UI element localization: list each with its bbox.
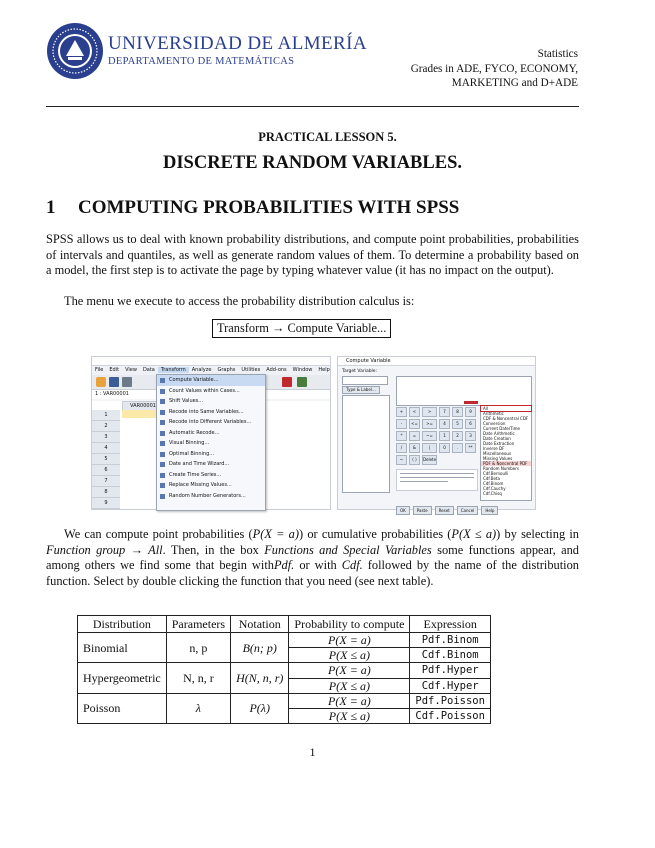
menu-item-label: Replace Missing Values... bbox=[169, 482, 232, 488]
point-probability-formula: P(X = a) bbox=[252, 527, 299, 541]
menubar-item[interactable]: Data bbox=[142, 367, 155, 373]
compute-variable-dialog-screenshot bbox=[337, 356, 536, 513]
functions-box-name: Functions and Special Variables bbox=[264, 542, 432, 557]
function-list-item[interactable]: CDF & Noncentral CDF bbox=[483, 416, 529, 421]
menubar-item[interactable]: Edit bbox=[109, 367, 120, 373]
expression-cell: Cdf.Binom bbox=[410, 648, 491, 663]
menubar-item[interactable]: Add-ons bbox=[266, 367, 287, 373]
menubar-item[interactable]: Utilities bbox=[241, 367, 261, 373]
type-label-button[interactable]: Type & Label... bbox=[342, 386, 380, 394]
keypad-button[interactable]: ~= bbox=[422, 431, 437, 441]
function-group-path: Function group → All bbox=[46, 542, 163, 557]
functions-paragraph bbox=[46, 527, 579, 589]
keypad-button[interactable]: / bbox=[396, 443, 407, 453]
keypad-button[interactable]: ( ) bbox=[409, 455, 420, 465]
menu-item[interactable] bbox=[157, 470, 265, 481]
dialog-button[interactable]: OK bbox=[396, 506, 410, 515]
degrees-line-1: Grades in ADE, FYCO, ECONOMY, bbox=[410, 62, 578, 75]
menu-item-label: Random Number Generators... bbox=[169, 492, 246, 499]
menubar-item[interactable]: File bbox=[95, 367, 104, 373]
section-title: COMPUTING PROBABILITIES WITH SPSS bbox=[78, 197, 460, 218]
menu-item[interactable] bbox=[157, 449, 265, 460]
keypad-button[interactable]: - bbox=[396, 419, 407, 429]
keypad-button[interactable]: = bbox=[409, 431, 420, 441]
cell-reference: 1 : VAR00001 bbox=[92, 390, 330, 399]
keypad-button[interactable]: & bbox=[409, 443, 420, 453]
menu-item-icon bbox=[160, 473, 165, 478]
university-seal-logo bbox=[46, 22, 104, 80]
keypad-button[interactable]: 9 bbox=[465, 407, 476, 417]
menu-item-label: Recode into Different Variables... bbox=[169, 419, 252, 425]
keypad-button[interactable]: + bbox=[396, 407, 407, 417]
section-number: 1 bbox=[46, 197, 56, 218]
keypad-button[interactable]: 3 bbox=[465, 431, 476, 441]
menu-item-label: Visual Binning... bbox=[169, 440, 210, 446]
table-row bbox=[78, 693, 491, 708]
cdf-prefix: Cdf. bbox=[341, 558, 363, 572]
intro-paragraph: SPSS allows us to deal with known probability distributions, and compute point probabilities, probabilities of intervals and quantiles, as well as generate random values of them. To determine a probability based on a model, the first step is to activate the page by typing whatever value (it has no impact on the output). bbox=[46, 232, 579, 277]
expression-cell: Pdf.Poisson bbox=[410, 693, 491, 708]
degrees-line-2: MARKETING and D+ADE bbox=[451, 77, 578, 89]
probability-cell: P(X ≤ a) bbox=[289, 678, 410, 693]
column-header-probability: Probability to compute bbox=[289, 616, 410, 633]
menu-item[interactable] bbox=[157, 396, 265, 407]
keypad-button[interactable]: * bbox=[396, 431, 407, 441]
function-list-item[interactable]: Miscellaneous bbox=[483, 451, 512, 456]
dialog-title: Compute Variable bbox=[338, 357, 535, 366]
red-marker bbox=[464, 401, 478, 404]
menu-item-icon bbox=[160, 494, 165, 499]
keypad-button[interactable]: < bbox=[409, 407, 420, 417]
menu-item-label: Date and Time Wizard... bbox=[169, 461, 230, 467]
function-list-item[interactable]: Missing Values bbox=[483, 456, 513, 461]
keypad-button[interactable]: Delete bbox=[422, 455, 437, 465]
probability-cell: P(X = a) bbox=[289, 693, 410, 708]
menu-item-label: Count Values within Cases... bbox=[169, 387, 240, 394]
menu-item-label: Shift Values... bbox=[169, 398, 204, 404]
keypad-button[interactable]: 2 bbox=[452, 431, 463, 441]
column-header-expression: Expression bbox=[410, 616, 491, 633]
probability-cell: P(X = a) bbox=[289, 663, 410, 678]
keypad-button[interactable]: 1 bbox=[439, 431, 450, 441]
p3-text-k: followed by the name of the distribution function. Select by double clicking the function that you need (see next table). bbox=[46, 558, 580, 588]
function-list-item[interactable]: Date Creation bbox=[483, 436, 511, 441]
distribution-cell: Binomial bbox=[78, 633, 167, 663]
dialog-buttons bbox=[396, 497, 501, 513]
dialog-button[interactable]: Help bbox=[481, 506, 498, 515]
menu-path-box: Transform → Compute Variable... bbox=[212, 319, 391, 338]
menu-item[interactable] bbox=[157, 459, 265, 470]
cumulative-probability-formula: P(X ≤ a) bbox=[451, 527, 497, 541]
p3-text-g: some functions appear, and among others we find some that begin with bbox=[46, 542, 580, 572]
pdf-prefix: Pdf. bbox=[273, 558, 295, 572]
row-header[interactable]: 8 bbox=[92, 487, 120, 498]
function-list-item[interactable]: Cdf.Beta bbox=[483, 476, 500, 481]
menu-item[interactable] bbox=[157, 438, 265, 449]
menu-intro-paragraph: The menu we execute to access the probability distribution calculus is: bbox=[64, 294, 415, 308]
menu-item-label: Compute Variable... bbox=[169, 377, 219, 383]
function-list-item[interactable]: Random Numbers bbox=[483, 466, 519, 471]
page-number: 1 bbox=[309, 745, 316, 759]
grid-icon bbox=[297, 377, 307, 387]
probability-cell: P(X ≤ a) bbox=[289, 648, 410, 663]
function-list-item[interactable]: Date Extraction bbox=[483, 441, 515, 446]
p3-text-e: . Then, in the box bbox=[162, 542, 265, 557]
menu-item-label: Create Time Series... bbox=[169, 471, 222, 478]
function-list-item[interactable]: Conversion bbox=[483, 421, 506, 426]
header-rule bbox=[46, 106, 579, 107]
menu-item-icon bbox=[160, 462, 165, 467]
dialog-button[interactable]: Paste bbox=[413, 506, 432, 515]
notation-cell: H(N, n, r) bbox=[231, 663, 289, 693]
menu-item-label: Recode into Same Variables... bbox=[169, 408, 244, 415]
chart-icon bbox=[282, 377, 292, 387]
menu-item-label: Automatic Recode... bbox=[169, 429, 220, 436]
menu-item[interactable] bbox=[157, 491, 265, 502]
menu-item-icon bbox=[160, 410, 165, 415]
table-header-row bbox=[78, 616, 491, 633]
keypad-button[interactable]: | bbox=[422, 443, 437, 453]
expression-cell: Pdf.Hyper bbox=[410, 663, 491, 678]
save-icon bbox=[109, 377, 119, 387]
menubar-item[interactable]: View bbox=[125, 367, 137, 373]
menubar-item[interactable]: Window bbox=[292, 367, 313, 373]
keypad-button[interactable]: 8 bbox=[452, 407, 463, 417]
menu-item[interactable] bbox=[157, 417, 265, 428]
spss-transform-menu-screenshot bbox=[91, 356, 331, 510]
p3-text-i: or with bbox=[294, 558, 342, 572]
lesson-label: PRACTICAL LESSON 5. bbox=[258, 130, 397, 144]
function-list-item[interactable]: PDF & Noncentral PDF bbox=[481, 461, 531, 466]
function-group-list[interactable] bbox=[480, 405, 532, 501]
calculator-keypad bbox=[396, 407, 476, 465]
parameters-cell: N, n, r bbox=[166, 663, 230, 693]
row-header[interactable]: 5 bbox=[92, 454, 120, 465]
menu-item-icon bbox=[160, 399, 165, 404]
probability-cell: P(X = a) bbox=[289, 633, 410, 648]
university-name: UNIVERSIDAD DE ALMERÍA bbox=[108, 33, 367, 54]
window-titlebar bbox=[92, 357, 330, 366]
parameters-cell: λ bbox=[166, 693, 230, 723]
function-list-item[interactable]: Arithmetic bbox=[483, 411, 504, 416]
menu-item[interactable] bbox=[157, 386, 265, 397]
menu-item[interactable] bbox=[157, 407, 265, 418]
function-list-item[interactable]: Date Arithmetic bbox=[483, 431, 515, 436]
column-header-distribution: Distribution bbox=[78, 616, 167, 633]
row-header[interactable]: 3 bbox=[92, 432, 120, 443]
menubar-item[interactable]: Analyze bbox=[191, 367, 212, 373]
dialog-button[interactable]: Reset bbox=[435, 506, 454, 515]
function-list-item[interactable]: Cdf.Bernoulli bbox=[483, 471, 509, 476]
expression-cell: Cdf.Poisson bbox=[410, 709, 491, 724]
menubar-item[interactable]: Help bbox=[318, 367, 330, 373]
keypad-button[interactable]: <= bbox=[409, 419, 420, 429]
menu-item-icon bbox=[160, 378, 165, 383]
row-header[interactable]: 4 bbox=[92, 443, 120, 454]
transform-dropdown-menu bbox=[156, 374, 266, 511]
row-header[interactable]: 7 bbox=[92, 476, 120, 487]
open-folder-icon bbox=[96, 377, 106, 387]
function-list-item[interactable]: Cdf.Chisq bbox=[483, 491, 502, 496]
keypad-button[interactable]: ~ bbox=[396, 455, 407, 465]
menu-item-icon bbox=[160, 420, 165, 425]
menubar-item[interactable]: Graphs bbox=[217, 367, 236, 373]
menu-item-icon bbox=[160, 483, 165, 488]
keypad-button[interactable]: 5 bbox=[452, 419, 463, 429]
menubar-item[interactable]: Transform bbox=[158, 367, 189, 373]
variable-list[interactable] bbox=[342, 395, 390, 493]
course-name: Statistics bbox=[537, 48, 578, 60]
function-list-item[interactable]: All bbox=[481, 406, 531, 411]
menu-item-icon bbox=[160, 452, 165, 457]
table-row bbox=[78, 633, 491, 648]
notation-cell: P(λ) bbox=[231, 693, 289, 723]
function-list-item[interactable]: Cdf.Binom bbox=[483, 481, 504, 486]
department-name: DEPARTAMENTO DE MATEMÁTICAS bbox=[108, 56, 295, 67]
print-icon bbox=[122, 377, 132, 387]
function-list-item[interactable]: Current Date/Time bbox=[483, 426, 520, 431]
distribution-cell: Poisson bbox=[78, 693, 167, 723]
page-title: DISCRETE RANDOM VARIABLES. bbox=[163, 153, 462, 173]
expression-cell: Pdf.Binom bbox=[410, 633, 491, 648]
function-list-item[interactable]: Inverse DF bbox=[483, 446, 505, 451]
keypad-button[interactable]: 0 bbox=[439, 443, 450, 453]
probability-cell: P(X ≤ a) bbox=[289, 709, 410, 724]
course-info bbox=[411, 47, 578, 91]
target-variable-label: Target Variable: bbox=[342, 369, 378, 374]
menu-item[interactable] bbox=[157, 428, 265, 439]
expression-cell: Cdf.Hyper bbox=[410, 678, 491, 693]
function-list-item[interactable]: Cdf.Cauchy bbox=[483, 486, 506, 491]
keypad-button[interactable]: 6 bbox=[465, 419, 476, 429]
p3-text-c: ) by selecting in bbox=[496, 527, 579, 541]
keypad-button[interactable]: >= bbox=[422, 419, 437, 429]
target-variable-input[interactable] bbox=[342, 376, 388, 385]
parameters-cell: n, p bbox=[166, 633, 230, 663]
distribution-table bbox=[77, 615, 491, 724]
dialog-button[interactable]: Cancel bbox=[457, 506, 479, 515]
keypad-button[interactable]: 4 bbox=[439, 419, 450, 429]
menu-item[interactable] bbox=[157, 375, 265, 386]
column-header-parameters: Parameters bbox=[166, 616, 230, 633]
row-header[interactable]: 2 bbox=[92, 421, 120, 432]
column-header-notation: Notation bbox=[231, 616, 289, 633]
menu-item[interactable] bbox=[157, 480, 265, 491]
row-header[interactable]: 1 bbox=[92, 410, 120, 421]
p3-text-a: We can compute point probabilities ( bbox=[64, 527, 253, 541]
row-headers bbox=[92, 410, 120, 509]
keypad-button[interactable]: > bbox=[422, 407, 437, 417]
menu-item-label: Optimal Binning... bbox=[169, 450, 215, 457]
column-header[interactable]: VAR00001 bbox=[122, 401, 164, 411]
p3-text-b: ) or cumulative probabilities ( bbox=[298, 527, 452, 541]
keypad-button[interactable]: ** bbox=[465, 443, 476, 453]
notation-cell: B(n; p) bbox=[231, 633, 289, 663]
keypad-button[interactable]: 7 bbox=[439, 407, 450, 417]
function-description bbox=[396, 469, 478, 491]
menu-item-icon bbox=[160, 441, 165, 446]
row-header[interactable]: 9 bbox=[92, 498, 120, 509]
distribution-cell: Hypergeometric bbox=[78, 663, 167, 693]
row-header[interactable]: 6 bbox=[92, 465, 120, 476]
menu-item-icon bbox=[160, 431, 165, 436]
menu-item-icon bbox=[160, 389, 165, 394]
keypad-button[interactable]: . bbox=[452, 443, 463, 453]
table-row bbox=[78, 663, 491, 678]
